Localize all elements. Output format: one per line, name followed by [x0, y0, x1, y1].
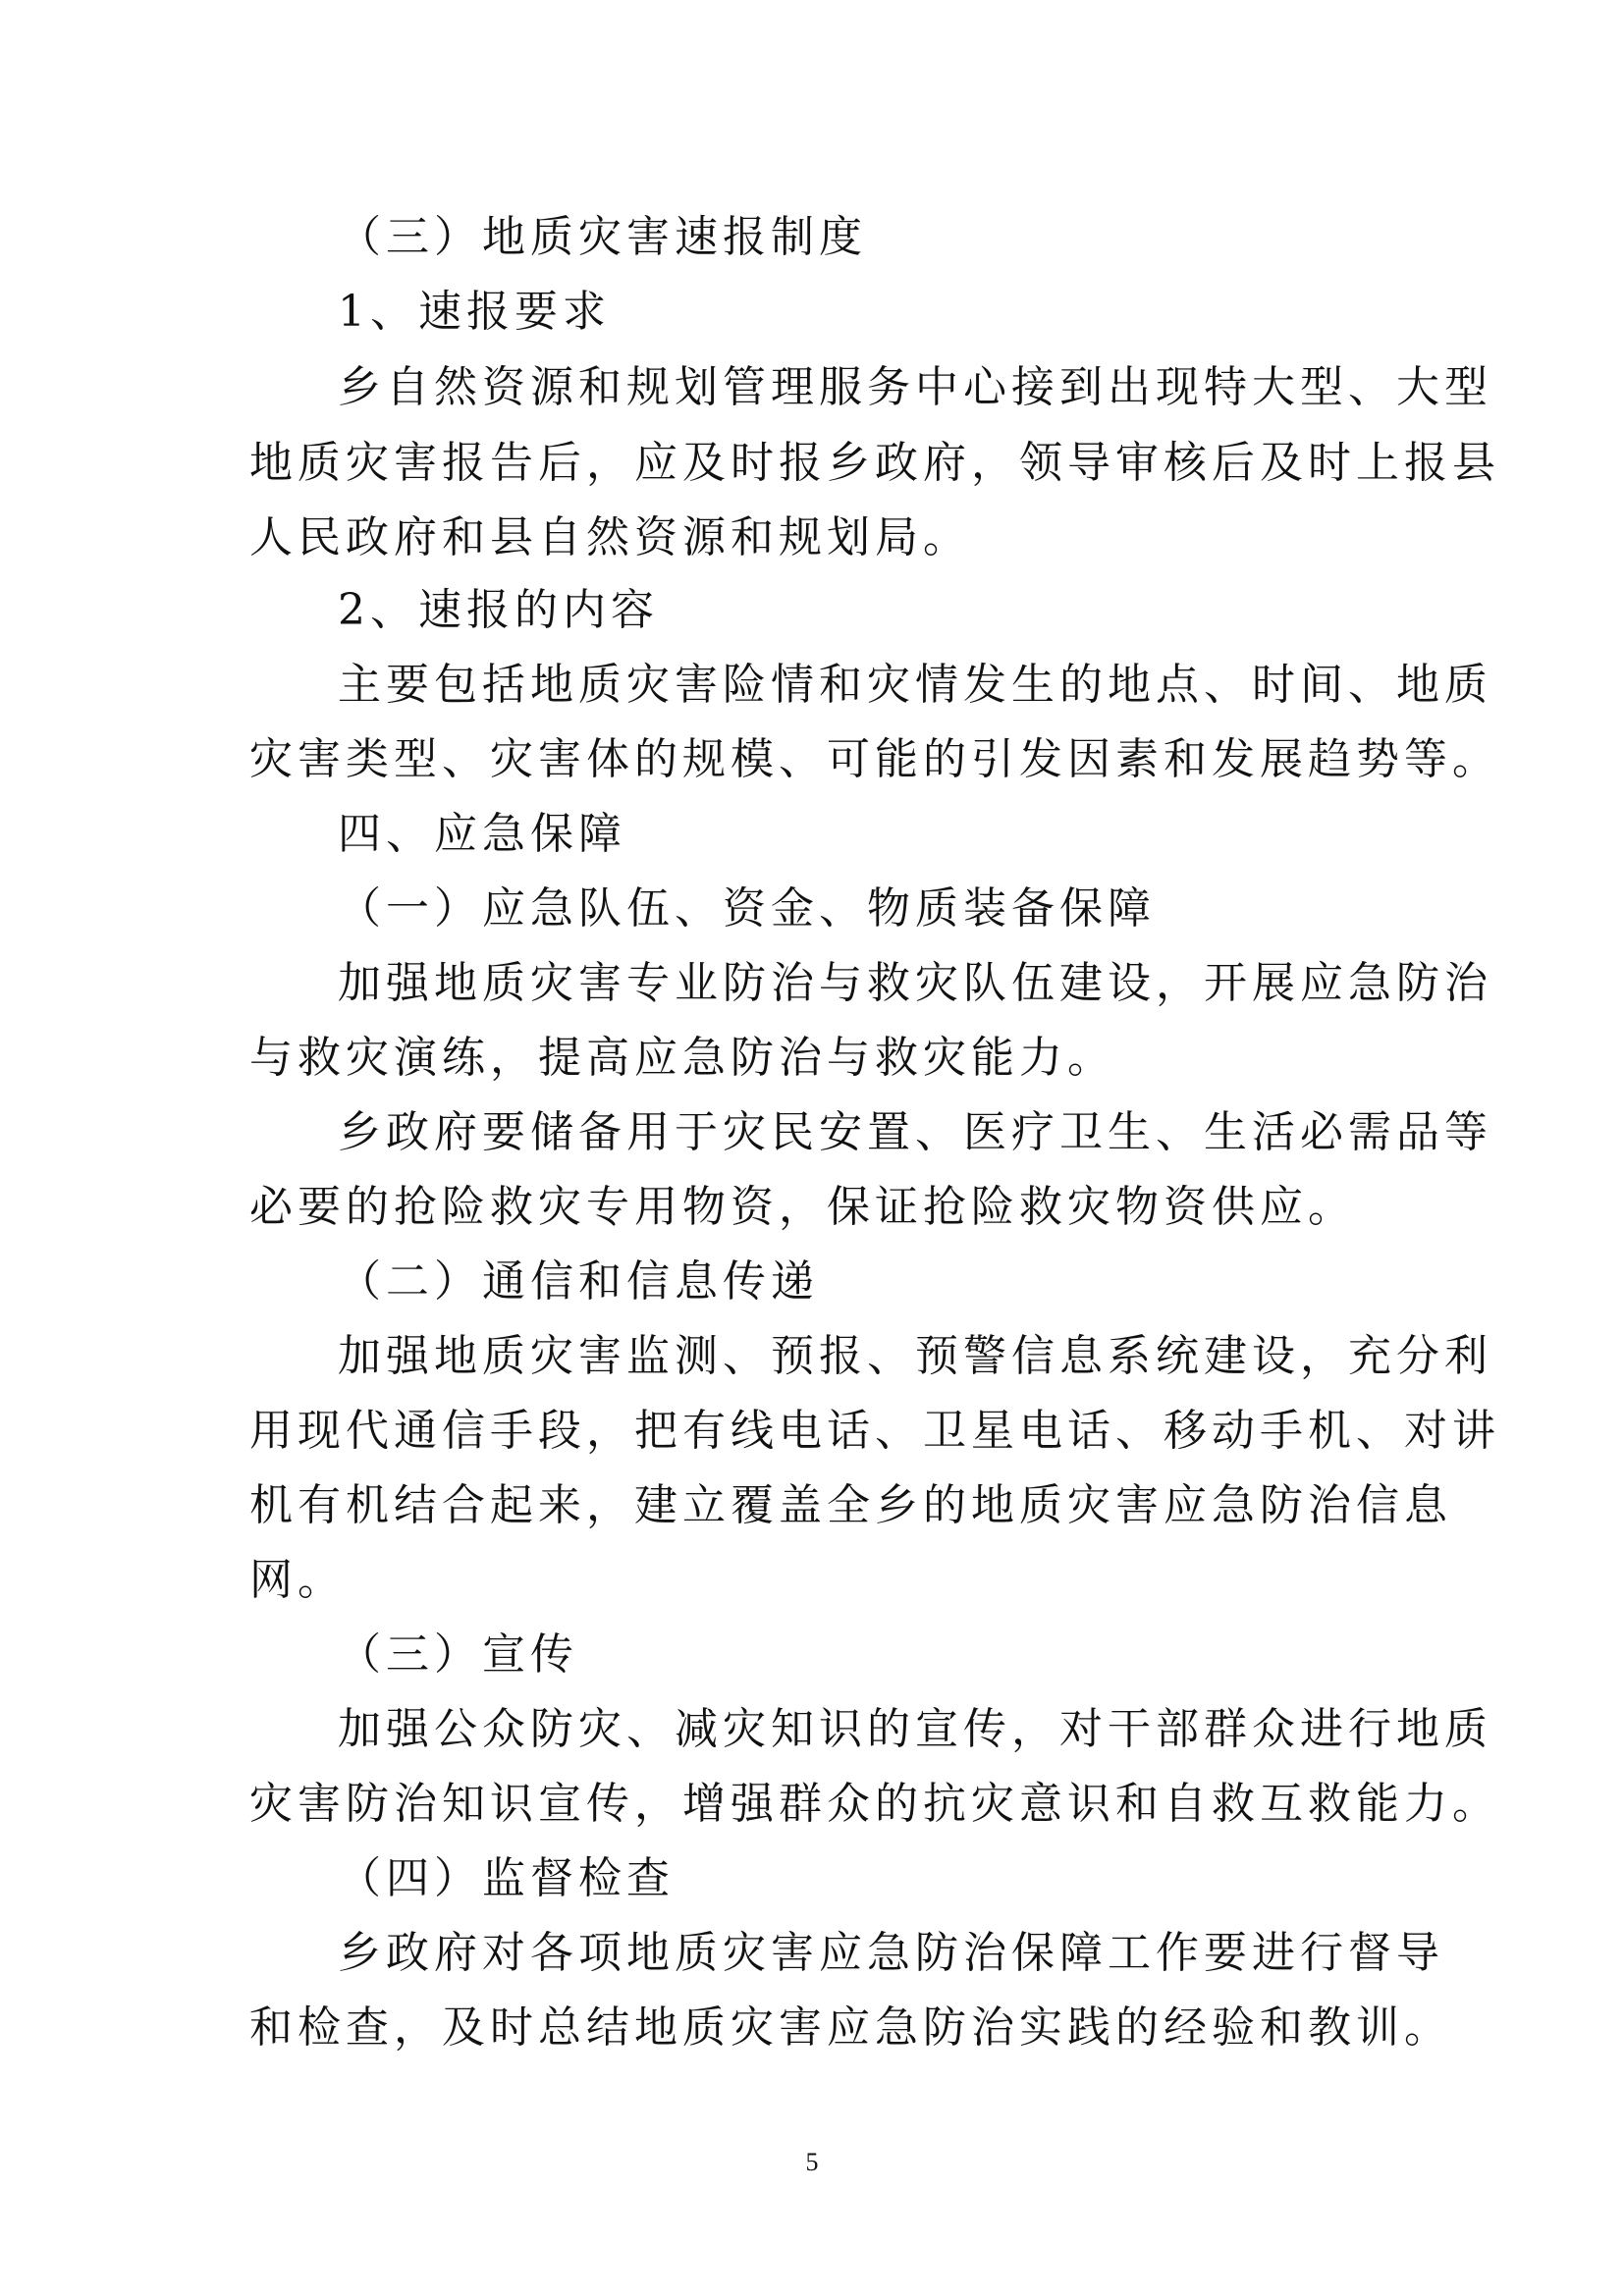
paragraph-line: 必要的抢险救灾专用物资，保证抢险救灾物资供应。 — [249, 1182, 1356, 1232]
paragraph-line: 机有机结合起来，建立覆盖全乡的地质灾害应急防治信息 — [249, 1480, 1452, 1530]
section-heading-line: 四、应急保障 — [338, 809, 626, 859]
paragraph-line: 乡政府对各项地质灾害应急防治保障工作要进行督导 — [338, 1928, 1444, 1978]
subheading-line: （四）监督检查 — [338, 1853, 675, 1903]
paragraph-line: 人民政府和县自然资源和规划局。 — [249, 512, 971, 562]
subheading-line: （一）应急队伍、资金、物质装备保障 — [338, 883, 1156, 934]
paragraph-line: 灾害类型、灾害体的规模、可能的引发因素和发展趋势等。 — [249, 734, 1500, 784]
paragraph-line: 乡自然资源和规划管理服务中心接到出现特大型、大型 — [338, 362, 1492, 412]
page-number: 5 — [805, 2148, 819, 2176]
paragraph-line: 主要包括地质灾害险情和灾情发生的地点、时间、地质 — [338, 660, 1492, 710]
paragraph-line: 乡政府要储备用于灾民安置、医疗卫生、生活必需品等 — [338, 1107, 1492, 1157]
paragraph-line: 地质灾害报告后，应及时报乡政府，领导审核后及时上报县 — [249, 438, 1500, 488]
paragraph-line: 加强公众防灾、减灾知识的宣传，对干部群众进行地质 — [338, 1704, 1492, 1754]
subheading-line: （二）通信和信息传递 — [338, 1256, 819, 1307]
paragraph-line: 与救灾演练，提高应急防治与救灾能力。 — [249, 1033, 1115, 1083]
paragraph-line: 加强地质灾害专业防治与救灾队伍建设，开展应急防治 — [338, 958, 1492, 1008]
subheading-line: 1、速报要求 — [338, 287, 611, 337]
paragraph-line: 灾害防治知识宣传，增强群众的抗灾意识和自救互救能力。 — [249, 1779, 1500, 1829]
subheading-line: （三）地质灾害速报制度 — [338, 212, 867, 262]
subheading-line: 2、速报的内容 — [338, 585, 659, 635]
paragraph-line: 网。 — [249, 1555, 346, 1605]
paragraph-line: 加强地质灾害监测、预报、预警信息系统建设，充分利 — [338, 1331, 1492, 1381]
subheading-line: （三）宣传 — [338, 1629, 578, 1680]
paragraph-line: 和检查，及时总结地质灾害应急防治实践的经验和教训。 — [249, 2002, 1452, 2053]
paragraph-line: 用现代通信手段，把有线电话、卫星电话、移动手机、对讲 — [249, 1406, 1500, 1456]
